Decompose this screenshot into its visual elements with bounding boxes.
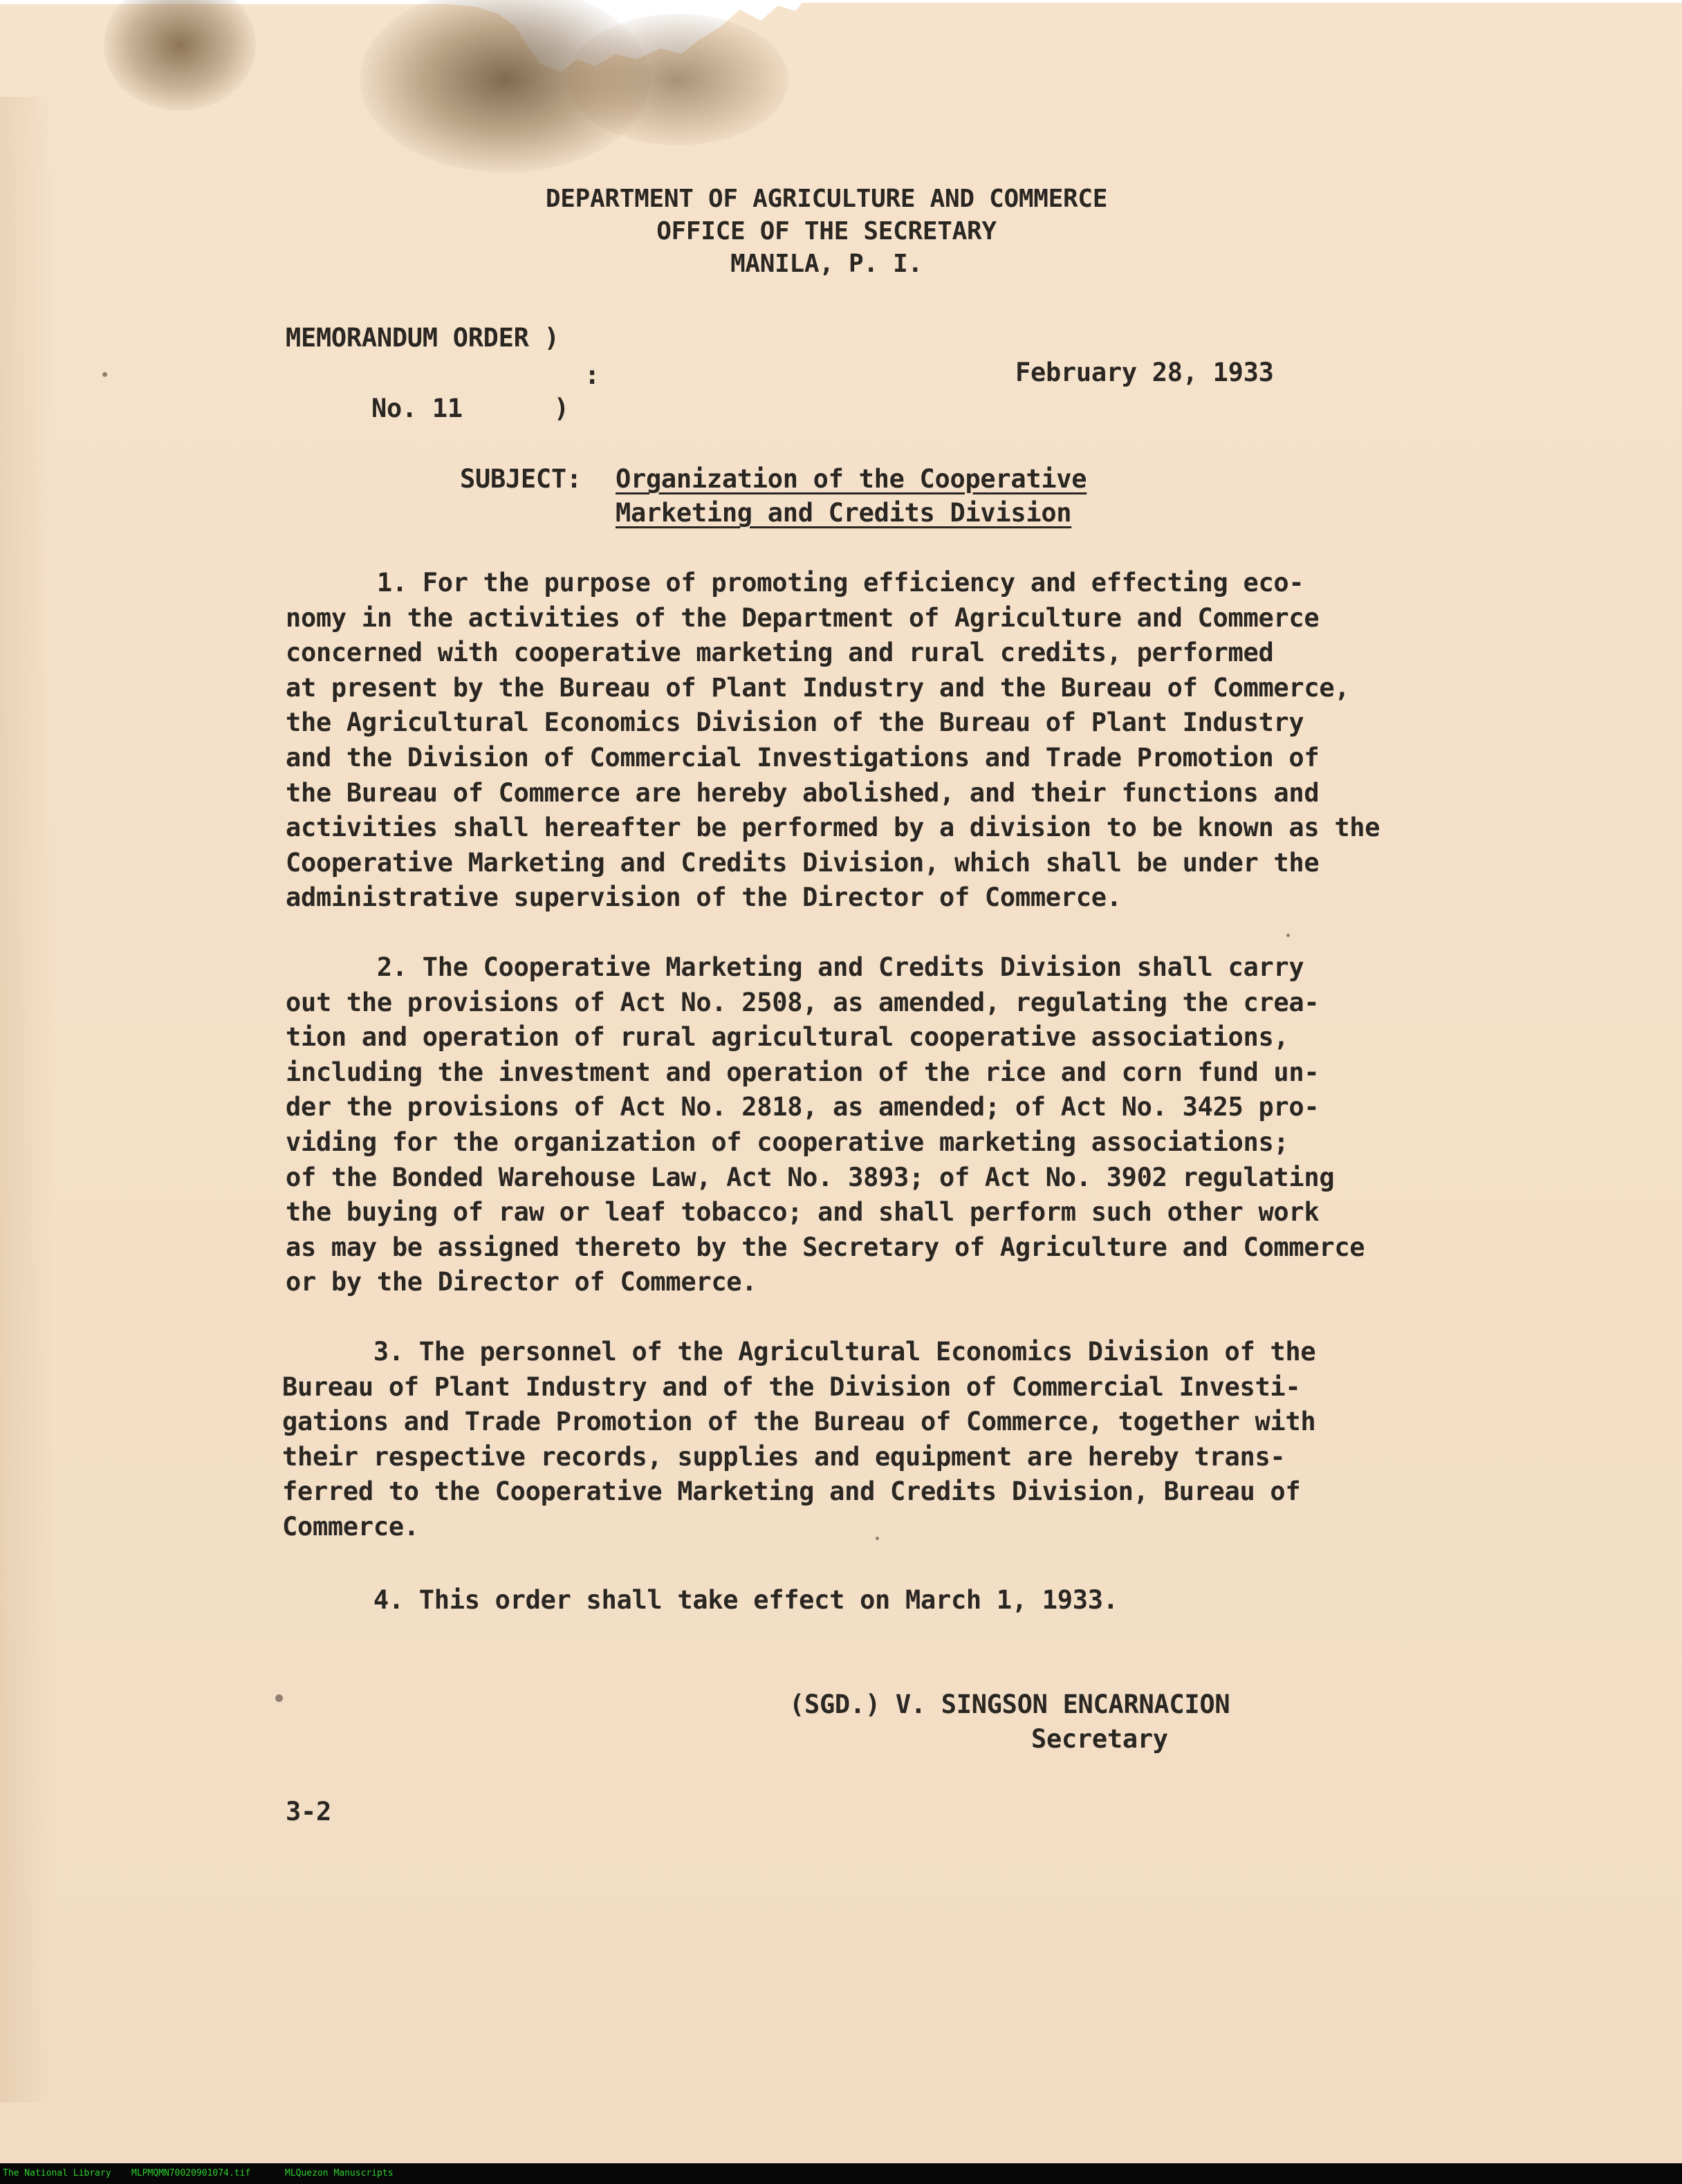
ink-speck [1286, 934, 1290, 937]
subject-line-2: Marketing and Credits Division [616, 498, 1072, 528]
location-heading: MANILA, P. I. [730, 250, 923, 278]
footer-file-id: MLPMQMN70020901074.tif [131, 2168, 251, 2178]
subject-label: SUBJECT: [460, 464, 582, 494]
signature-name: (SGD.) V. SINGSON ENCARNACION [789, 1690, 1230, 1719]
torn-top-edge [0, 0, 1682, 124]
paragraph-2: 2. The Cooperative Marketing and Credits Division shall carry out the provisions of Act No. 2508, as amended, regulating the crea- tion and operation of rural agricultural cooperative associations, including the investment and operation of the rice and corn fund un- der the provisions of Act No. 2818, as amended; of Act No. 3425 pro- viding for the organization of cooperative marketing associations; of the Bonded Warehouse Law, Act No. 3893; of Act No. 3902 regulating the buying of raw or leaf tobacco; and shall perform such other work as may be assigned thereto by the Secretary of Agriculture and Commerce or by the Director of Commerce. [286, 952, 1365, 1297]
order-number: No. 11 ) [371, 394, 569, 423]
edge-discoloration [0, 97, 55, 2102]
order-date: February 28, 1933 [1015, 358, 1274, 387]
page-mark: 3-2 [286, 1797, 331, 1826]
paragraph-3: 3. The personnel of the Agricultural Economics Division of the Bureau of Plant Industry and of the Division of Commercial Investi- gations and Trade Promotion of the Bureau of Commerce, together with their respective records, supplies and equipment are hereby trans- ferred to the Cooperative Marketing and Credits Division, Bureau of Commerce. [282, 1337, 1316, 1542]
subject-line-1: Organization of the Cooperative [616, 464, 1087, 494]
order-colon: : [584, 360, 600, 390]
office-heading: OFFICE OF THE SECRETARY [656, 217, 997, 246]
department-heading: DEPARTMENT OF AGRICULTURE AND COMMERCE [545, 185, 1108, 213]
memorandum-order-label: MEMORANDUM ORDER ) [286, 323, 560, 353]
ink-speck [102, 372, 107, 377]
paragraph-1: 1. For the purpose of promoting efficiency and effecting eco- nomy in the activities of the Department of Agriculture and Commerce concerned with cooperative marketing and rural credits, performed at present by the Bureau of Plant Industry and the Bureau of Commerce, the Agricultural Economics Division of the Bureau of Plant Industry and the Division of Commercial Investigations and Trade Promotion of the Bureau of Commerce are hereby abolished, and their functions and activities shall hereafter be performed by a division to be known as the Cooperative Marketing and Credits Division, which shall be under the administrative supervision of the Director of Commerce. [286, 568, 1380, 913]
ink-speck [275, 1694, 283, 1702]
scan-footer-bar [0, 2163, 1682, 2184]
signature-title: Secretary [1031, 1724, 1168, 1754]
footer-library: The National Library [3, 2168, 111, 2178]
paragraph-4: 4. This order shall take effect on March 1, 1933. [282, 1585, 1118, 1615]
footer-collection: MLQuezon Manuscripts [285, 2168, 394, 2178]
